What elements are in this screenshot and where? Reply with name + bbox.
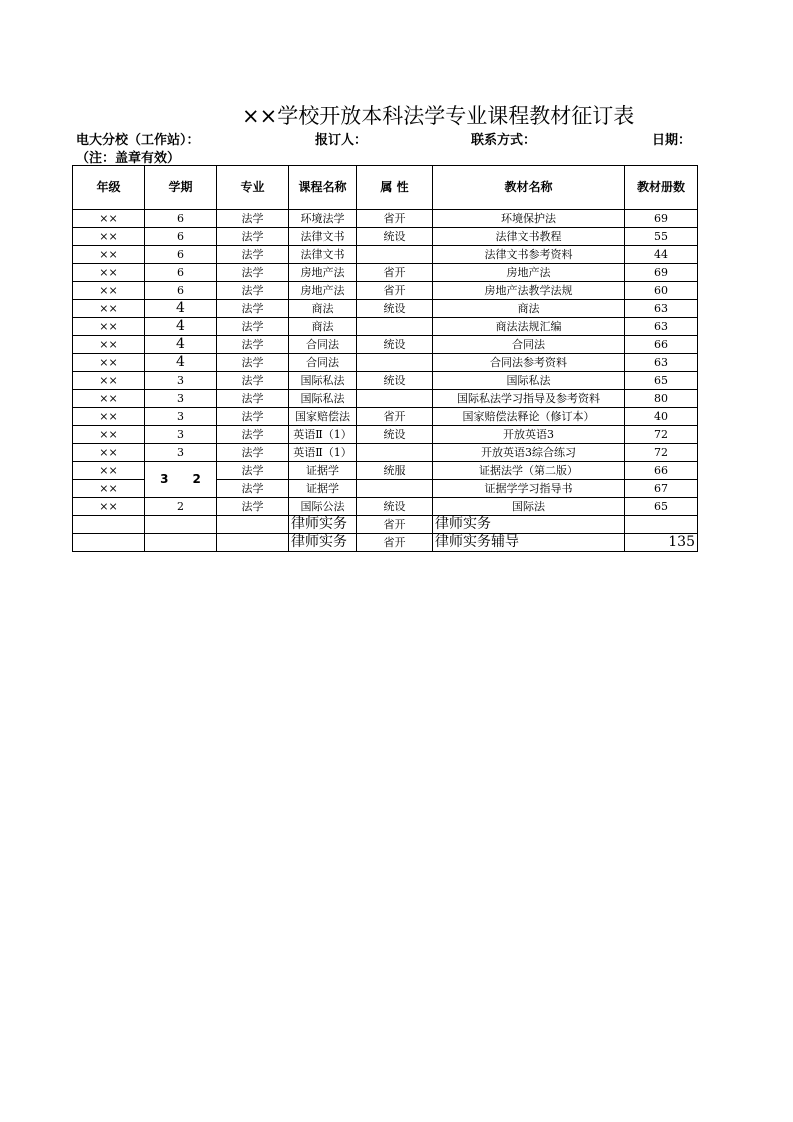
cell-attribute: 统设 <box>357 300 433 318</box>
cell-book: 房地产法 <box>433 264 625 282</box>
cell-term: 6 <box>145 210 217 228</box>
cell-term: 2 <box>145 498 217 516</box>
cell-grade: ×× <box>73 282 145 300</box>
table-row <box>73 516 698 534</box>
cell-term: 3 <box>145 444 217 462</box>
table-header-row <box>73 166 698 210</box>
cell-major: 法学 <box>217 228 289 246</box>
table-row <box>73 228 698 246</box>
cell-attribute: 省开 <box>357 210 433 228</box>
cell-term: 6 <box>145 246 217 264</box>
cell-major: 法学 <box>217 264 289 282</box>
cell-count: 69 <box>625 264 698 282</box>
cell-book: 商法 <box>433 300 625 318</box>
cell-course: 房地产法 <box>289 282 357 300</box>
cell-grade: ×× <box>73 336 145 354</box>
table-row <box>73 462 698 480</box>
cell-grade: ×× <box>73 408 145 426</box>
cell-grade: ×× <box>73 498 145 516</box>
cell-course: 证据学 <box>289 480 357 498</box>
cell-grade: ×× <box>73 246 145 264</box>
header-grade: 年级 <box>73 166 145 210</box>
cell-grade: ×× <box>73 462 145 480</box>
cell-book: 环境保护法 <box>433 210 625 228</box>
table-row <box>73 300 698 318</box>
cell-count: 55 <box>625 228 698 246</box>
cell-term: 4 <box>145 354 217 372</box>
cell-count: 72 <box>625 444 698 462</box>
header-course: 课程名称 <box>289 166 357 210</box>
orderer-label: 报订人： <box>315 133 368 148</box>
cell-attribute: 统服 <box>357 462 433 480</box>
cell-count: 66 <box>625 336 698 354</box>
cell-course: 律师实务 <box>289 534 357 552</box>
cell-book: 国际私法 <box>433 372 625 390</box>
cell-book: 商法法规汇编 <box>433 318 625 336</box>
cell-count: 66 <box>625 462 698 480</box>
cell-course: 法律文书 <box>289 228 357 246</box>
cell-book: 国际法 <box>433 498 625 516</box>
cell-grade: ×× <box>73 210 145 228</box>
cell-term: 6 <box>145 264 217 282</box>
cell-course: 环境法学 <box>289 210 357 228</box>
header-count: 教材册数 <box>625 166 698 210</box>
cell-course: 律师实务 <box>289 516 357 534</box>
header-major: 专业 <box>217 166 289 210</box>
cell-book: 房地产法教学法规 <box>433 282 625 300</box>
cell-count: 72 <box>625 426 698 444</box>
cell-attribute <box>357 480 433 498</box>
cell-term: 4 <box>145 300 217 318</box>
cell-attribute <box>357 318 433 336</box>
table-row <box>73 498 698 516</box>
cell-book: 国家赔偿法释论（修订本） <box>433 408 625 426</box>
cell-grade: ×× <box>73 354 145 372</box>
cell-grade <box>73 534 145 552</box>
cell-attribute: 省开 <box>357 516 433 534</box>
cell-course: 英语Ⅱ（1） <box>289 426 357 444</box>
table-row <box>73 336 698 354</box>
cell-attribute: 省开 <box>357 264 433 282</box>
cell-major: 法学 <box>217 426 289 444</box>
cell-book: 律师实务辅导 <box>433 534 625 552</box>
cell-term: 3 <box>145 372 217 390</box>
cell-course: 合同法 <box>289 354 357 372</box>
cell-count: 63 <box>625 318 698 336</box>
cell-attribute: 省开 <box>357 534 433 552</box>
cell-grade: ×× <box>73 480 145 498</box>
header-attribute: 属 性 <box>357 166 433 210</box>
cell-attribute: 统设 <box>357 426 433 444</box>
cell-count: 60 <box>625 282 698 300</box>
table-row <box>73 390 698 408</box>
page-title: ××学校开放本科法学专业课程教材征订表 <box>242 104 635 128</box>
cell-count: 63 <box>625 300 698 318</box>
header-term: 学期 <box>145 166 217 210</box>
table-row <box>73 534 698 552</box>
cell-major: 法学 <box>217 480 289 498</box>
cell-book: 法律文书教程 <box>433 228 625 246</box>
cell-major: 法学 <box>217 246 289 264</box>
cell-course: 英语Ⅱ（1） <box>289 444 357 462</box>
cell-count: 65 <box>625 372 698 390</box>
cell-major <box>217 534 289 552</box>
stamp-note: （注：盖章有效） <box>76 151 181 166</box>
cell-count: 67 <box>625 480 698 498</box>
branch-label: 电大分校（工作站）： <box>76 133 200 148</box>
cell-term-merged: 3 2 <box>145 462 217 498</box>
cell-count: 63 <box>625 354 698 372</box>
cell-attribute: 省开 <box>357 282 433 300</box>
cell-count: 135 <box>625 534 698 552</box>
cell-course: 国际私法 <box>289 390 357 408</box>
cell-book: 开放英语3 <box>433 426 625 444</box>
cell-count: 80 <box>625 390 698 408</box>
cell-book: 开放英语3综合练习 <box>433 444 625 462</box>
cell-book: 合同法 <box>433 336 625 354</box>
cell-term: 4 <box>145 318 217 336</box>
table-row <box>73 246 698 264</box>
cell-count: 40 <box>625 408 698 426</box>
cell-term: 6 <box>145 282 217 300</box>
table-row <box>73 372 698 390</box>
cell-attribute <box>357 444 433 462</box>
cell-course: 房地产法 <box>289 264 357 282</box>
cell-course: 国际私法 <box>289 372 357 390</box>
cell-attribute: 省开 <box>357 408 433 426</box>
cell-count: 44 <box>625 246 698 264</box>
cell-grade: ×× <box>73 444 145 462</box>
cell-course: 国际公法 <box>289 498 357 516</box>
cell-grade: ×× <box>73 426 145 444</box>
cell-term: 3 <box>145 390 217 408</box>
table-row <box>73 408 698 426</box>
cell-major: 法学 <box>217 408 289 426</box>
cell-grade: ×× <box>73 228 145 246</box>
cell-course: 合同法 <box>289 336 357 354</box>
cell-grade: ×× <box>73 264 145 282</box>
table-row <box>73 210 698 228</box>
table-row <box>73 264 698 282</box>
cell-major: 法学 <box>217 210 289 228</box>
cell-grade: ×× <box>73 390 145 408</box>
cell-book: 国际私法学习指导及参考资料 <box>433 390 625 408</box>
cell-term: 4 <box>145 336 217 354</box>
cell-book: 合同法参考资料 <box>433 354 625 372</box>
cell-book: 证据法学（第二版） <box>433 462 625 480</box>
cell-major: 法学 <box>217 462 289 480</box>
cell-major: 法学 <box>217 300 289 318</box>
cell-course: 商法 <box>289 318 357 336</box>
cell-major: 法学 <box>217 372 289 390</box>
cell-grade: ×× <box>73 300 145 318</box>
cell-course: 国家赔偿法 <box>289 408 357 426</box>
cell-major: 法学 <box>217 282 289 300</box>
cell-major <box>217 516 289 534</box>
textbook-order-table <box>72 165 698 552</box>
cell-term <box>145 516 217 534</box>
cell-course: 商法 <box>289 300 357 318</box>
table-row <box>73 444 698 462</box>
cell-term: 3 <box>145 426 217 444</box>
table-row <box>73 282 698 300</box>
table-row <box>73 426 698 444</box>
cell-book: 证据学学习指导书 <box>433 480 625 498</box>
header-book: 教材名称 <box>433 166 625 210</box>
cell-major: 法学 <box>217 444 289 462</box>
cell-major: 法学 <box>217 318 289 336</box>
cell-major: 法学 <box>217 390 289 408</box>
table-row <box>73 354 698 372</box>
cell-course: 证据学 <box>289 462 357 480</box>
cell-attribute <box>357 354 433 372</box>
cell-attribute <box>357 246 433 264</box>
cell-count <box>625 516 698 534</box>
cell-attribute <box>357 390 433 408</box>
cell-major: 法学 <box>217 498 289 516</box>
cell-major: 法学 <box>217 336 289 354</box>
cell-attribute: 统设 <box>357 336 433 354</box>
cell-course: 法律文书 <box>289 246 357 264</box>
cell-count: 69 <box>625 210 698 228</box>
cell-grade: ×× <box>73 318 145 336</box>
contact-label: 联系方式： <box>471 133 537 148</box>
cell-term <box>145 534 217 552</box>
cell-term: 3 <box>145 408 217 426</box>
cell-major: 法学 <box>217 354 289 372</box>
cell-book: 律师实务 <box>433 516 625 534</box>
cell-attribute: 统设 <box>357 228 433 246</box>
cell-grade: ×× <box>73 372 145 390</box>
cell-book: 法律文书参考资料 <box>433 246 625 264</box>
cell-grade <box>73 516 145 534</box>
cell-attribute: 统设 <box>357 372 433 390</box>
cell-term: 6 <box>145 228 217 246</box>
cell-count: 65 <box>625 498 698 516</box>
cell-attribute: 统设 <box>357 498 433 516</box>
table-row <box>73 318 698 336</box>
date-label: 日期： <box>652 133 692 148</box>
